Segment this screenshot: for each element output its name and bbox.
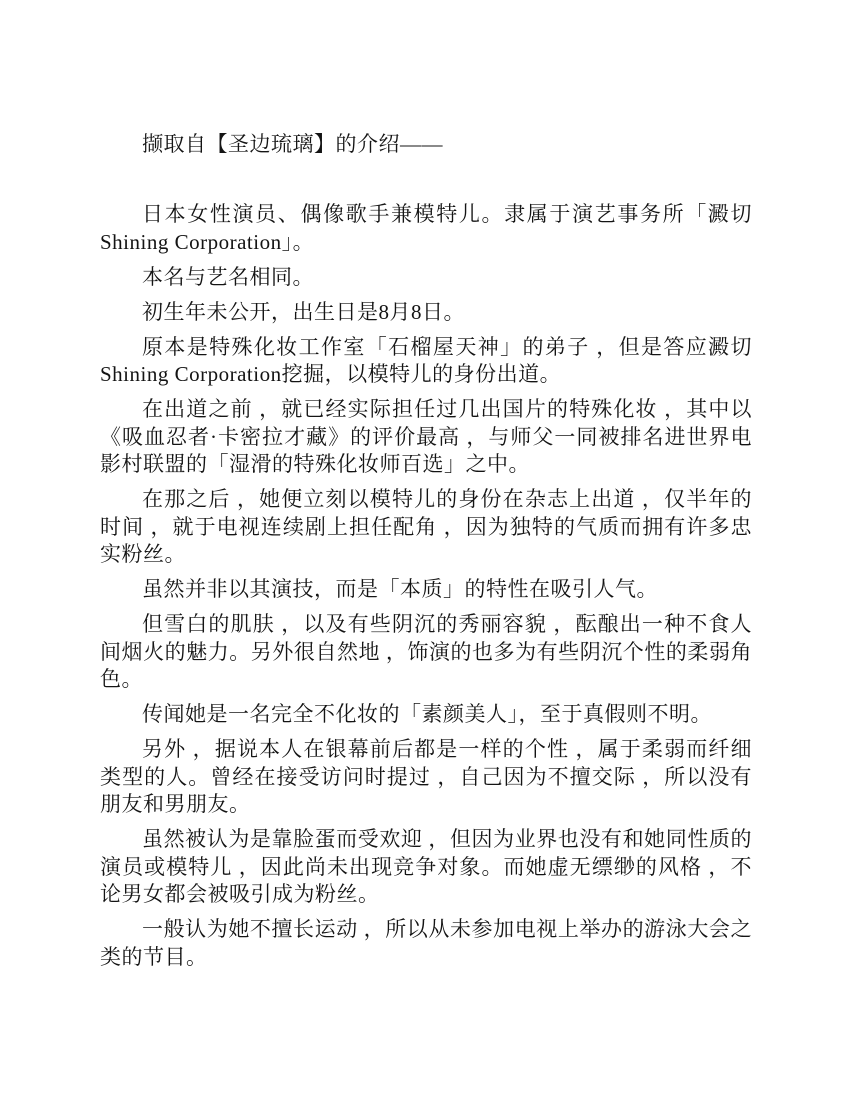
paragraph: 原本是特殊化妆工作室「石榴屋天神」的弟子 ，但是答应澱切Shining Corporation挖掘，以模特儿的身份出道。	[100, 334, 752, 386]
paragraph: 另外 ，据说本人在银幕前后都是一样的个性 ，属于柔弱而纤细类型的人。曾经在接受访问时提过 ，自己因为不擅交际 ，所以没有朋友和男朋友。	[100, 737, 752, 816]
blank-line	[100, 166, 752, 194]
text-content	[100, 131, 752, 979]
paragraph: 但雪白的肌肤 ，以及有些阴沉的秀丽容貌 ，酝酿出一种不食人间烟火的魅力。另外很自然地 ，饰演的也多为有些阴沉个性的柔弱角色。	[100, 612, 752, 691]
paragraph: 传闻她是一名完全不化妆的「素颜美人」，至于真假则不明。	[142, 702, 712, 726]
intro-heading-paragraph: 撷取自【圣边琉璃】的介绍——	[142, 132, 443, 156]
paragraph: 日本女性演员、偶像歌手兼模特儿。隶属于演艺事务所「澱切Shining Corporation」。	[100, 202, 752, 254]
paragraph: 在出道之前 ，就已经实际担任过几出国片的特殊化妆 ，其中以《吸血忍者·卡密拉才藏》的评价最高 ，与师父一同被排名进世界电影村联盟的「湿滑的特殊化妆师百选」之中。	[100, 397, 752, 476]
paragraph: 本名与艺名相同。	[142, 264, 314, 289]
paragraph: 虽然并非以其演技，而是「本质」的特性在吸引人气。	[142, 577, 658, 601]
paragraph: 在那之后 ，她便立刻以模特儿的身份在杂志上出道 ，仅半年的时间 ，就于电视连续剧上担任配角 ，因为独特的气质而拥有许多忠实粉丝。	[100, 487, 752, 566]
paragraph: 初生年未公开，出生日是8月8日。	[142, 299, 465, 324]
paragraph: 虽然被认为是靠脸蛋而受欢迎 ，但因为业界也没有和她同性质的演员或模特儿 ，因此尚未出现竞争对象。而她虚无缥缈的风格 ，不论男女都会被吸引成为粉丝。	[100, 827, 752, 906]
paragraph: 一般认为她不擅长运动 ，所以从未参加电视上举办的游泳大会之类的节目。	[100, 917, 752, 969]
